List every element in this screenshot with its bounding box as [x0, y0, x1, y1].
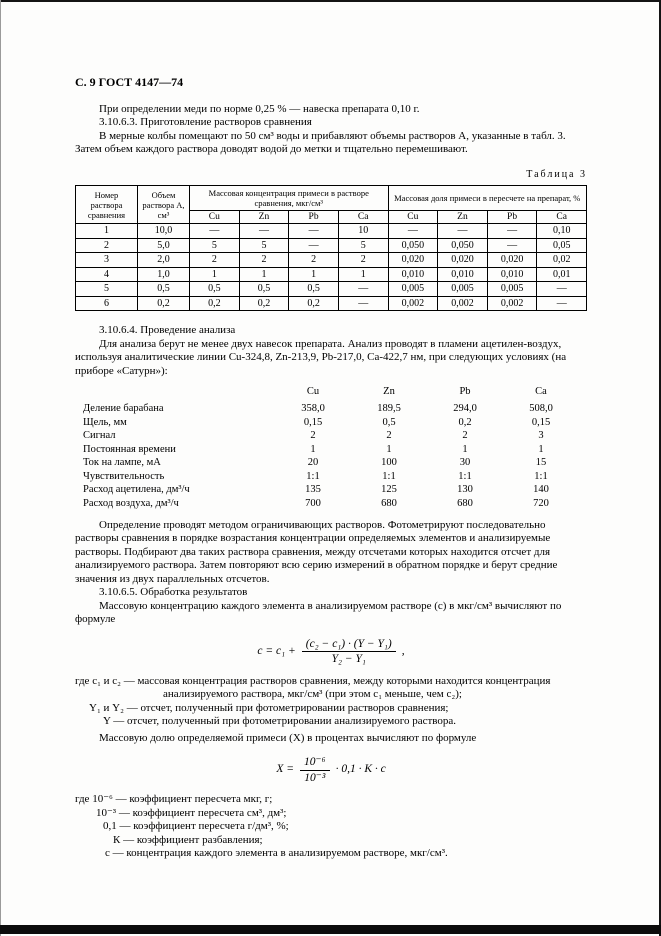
table-cell: 10 [338, 224, 388, 239]
formula-concentration [75, 638, 587, 666]
table-cell: — [438, 224, 488, 239]
table-cell: 0,5 [190, 282, 240, 297]
table3-body [76, 224, 587, 311]
table-cell: 20 [307, 457, 319, 468]
table-cell: 0,2 [458, 416, 472, 428]
table-cell: — [338, 282, 388, 297]
definitions-formula1 [75, 675, 587, 729]
table-cell: 2 [462, 430, 468, 441]
conditions-corner [83, 385, 275, 403]
table-cell: 2 [190, 253, 240, 268]
table-cell: 0,2 [289, 296, 339, 311]
table-cell: — [487, 224, 537, 239]
table-cell: 0,050 [438, 238, 488, 253]
table-row [76, 238, 587, 253]
table-cell: 680 [457, 497, 473, 509]
table-cell: 140 [533, 484, 549, 495]
table-row [76, 224, 587, 239]
table3-col-ca-frac: Ca [537, 211, 587, 224]
table-cell: 1 [462, 443, 468, 455]
definition-y1-y2: Y₁ и Y₂ — отсчет, полученный при фотометрировании растворов сравнения; [89, 701, 449, 714]
table-cell: — [289, 238, 339, 253]
table-row [76, 253, 587, 268]
table-cell: 1 [538, 443, 544, 455]
paragraph-method: Определение проводят методом ограничивающих растворов. Фотометрируют последовательно растворы сравнения в порядке возрастания концентрации определяемых элементов и анализируемые растворы. Подбирают два таких раствора сравнения, между отсчетами которых находится отсчет для анализируемого раствора. Затем повторяют всю серию измерений в обратном порядке и берут средние значения из двух параллельных отсчетов. [75, 518, 558, 585]
formula1-tail: , [401, 644, 405, 657]
definition-k: К — коэффициент разбавления; [113, 833, 263, 846]
formula-mass-fraction [75, 756, 587, 784]
table-cell: 294,0 [453, 403, 477, 414]
paragraph-copper-note: При определении меди по норме 0,25 % — навеска препарата 0,10 г. [99, 102, 420, 115]
table-cell: 1 [386, 443, 392, 455]
definition-0-1: 0,1 — коэффициент пересчета г/дм³, %; [103, 820, 289, 832]
definition-y: Y — отсчет, полученный при фотометрировании анализируемого раствора. [103, 715, 457, 727]
table-cell: 2,0 [138, 253, 190, 268]
paragraph-analysis: Для анализа берут не менее двух навесок препарата. Анализ проводят в пламени ацетилен-воздух, используя аналитические линии Cu-324,8, Zn-213,9, Pb-217,0, Ca-422,7 нм, при следующих условиях (на приборе «Сатурн»): [75, 337, 567, 377]
table-cell: 3 [76, 253, 138, 268]
table-cell: 1 [190, 267, 240, 282]
table-cell: 5 [76, 282, 138, 297]
table-cell: — [289, 224, 339, 239]
table3-header-row-groups [76, 186, 587, 211]
formula1-fraction [302, 638, 396, 666]
page-content [75, 76, 587, 861]
table-cell: 0,5 [382, 416, 396, 428]
table-cell: 1:1 [382, 470, 396, 482]
table-cell: 1 [76, 224, 138, 239]
table-cell: 0,002 [438, 296, 488, 311]
table-cell: Расход ацетилена, дм³/ч [83, 484, 190, 495]
conditions-header-row [83, 385, 579, 403]
table-cell: 15 [535, 457, 547, 468]
table-cell: 0,5 [239, 282, 289, 297]
table-cell: Щель, мм [83, 416, 127, 428]
table3-caption: Таблица 3 [526, 168, 587, 180]
table-cell: 0,10 [537, 224, 587, 239]
table-cell: 0,005 [388, 282, 438, 297]
table-cell: 1 [338, 267, 388, 282]
table-cell: 0,010 [388, 267, 438, 282]
table-row [83, 416, 579, 430]
table-cell: 5,0 [138, 238, 190, 253]
paragraph-formula1-intro: Массовую концентрацию каждого элемента в анализируемом растворе (с) в мкг/см³ вычисляют по формуле [75, 599, 562, 625]
formula1-lhs: с = с₁ + [257, 644, 296, 657]
table3-col-number: Номер раствора сравнения [76, 186, 138, 224]
table-cell: 1,0 [138, 267, 190, 282]
table-cell: 0,020 [487, 253, 537, 268]
table3-col-cu-conc: Cu [190, 211, 240, 224]
conditions-col-cu: Cu [306, 386, 320, 397]
table-cell: 0,15 [303, 416, 323, 428]
table-cell: 0,2 [239, 296, 289, 311]
paragraph-formula2-intro: Массовую долю определяемой примеси (Х) в процентах вычисляют по формуле [99, 731, 477, 744]
section-heading-3-10-6-4: 3.10.6.4. Проведение анализа [99, 324, 236, 336]
table-row [83, 470, 579, 484]
page-header: С. 9 ГОСТ 4147—74 [75, 75, 184, 89]
formula2-rhs: · 0,1 · К · с [335, 763, 386, 776]
conditions-table [83, 385, 579, 511]
table-cell: 0,050 [388, 238, 438, 253]
table-row [83, 443, 579, 457]
section-heading-3-10-6-3: 3.10.6.3. Приготовление растворов сравнения [99, 116, 312, 128]
definition-c: с — концентрация каждого элемента в анализируемом растворе, мкг/см³. [105, 847, 448, 859]
definition-10-6: где 10⁻⁶ — коэффициент пересчета мкг, г; [75, 793, 273, 805]
table-row [83, 403, 579, 417]
table-cell: — [338, 296, 388, 311]
conditions-col-zn: Zn [383, 386, 395, 397]
table3-col-pb-frac: Pb [487, 211, 537, 224]
table-cell: 0,02 [537, 253, 587, 268]
table-row [76, 267, 587, 282]
table-cell: — [537, 296, 587, 311]
table-cell: 0,15 [531, 416, 551, 428]
conditions-col-pb: Pb [459, 386, 471, 397]
conditions-header [83, 385, 579, 403]
table-cell: 135 [305, 484, 321, 495]
table-cell: 700 [305, 497, 321, 509]
table-row [83, 457, 579, 471]
table-cell: 0,005 [487, 282, 537, 297]
table3-header [76, 186, 587, 224]
table-cell: 4 [76, 267, 138, 282]
table-cell: 0,020 [438, 253, 488, 268]
conditions-col-ca: Ca [535, 386, 547, 397]
table-cell: 5 [190, 238, 240, 253]
formula2-denominator: 10⁻³ [304, 771, 326, 784]
table-cell: — [190, 224, 240, 239]
table-cell: 10,0 [138, 224, 190, 239]
table-cell: 30 [459, 457, 471, 468]
table-cell: 1 [310, 443, 316, 455]
table-cell: 508,0 [529, 403, 553, 414]
formula2-fraction [300, 756, 330, 784]
table-row [76, 296, 587, 311]
conditions-body [83, 403, 579, 511]
table-cell: 0,002 [487, 296, 537, 311]
table-cell: 130 [457, 484, 473, 495]
definition-10-3: 10⁻³ — коэффициент пересчета см³, дм³; [96, 806, 287, 819]
table-cell: 5 [338, 238, 388, 253]
table-row [83, 497, 579, 511]
table-cell: — [239, 224, 289, 239]
section-heading-3-10-6-5: 3.10.6.5. Обработка результатов [99, 586, 248, 598]
table-cell: 2 [239, 253, 289, 268]
table3-col-cu-frac: Cu [388, 211, 438, 224]
table-cell: 1:1 [458, 470, 472, 482]
table-cell: 6 [76, 296, 138, 311]
table-cell: — [487, 238, 537, 253]
scan-edge-bottom [0, 925, 661, 934]
table-cell: 0,2 [190, 296, 240, 311]
table-cell: 680 [381, 497, 397, 509]
definition-c1-c2: где с₁ и с₂ — массовая концентрация растворов сравнения, между которыми находится концентрация анализируемого раствора, мкг/см³ (при этом с₁ меньше, чем с₂); [75, 674, 551, 700]
table3-col-zn-conc: Zn [239, 211, 289, 224]
table-cell: 2 [386, 430, 392, 441]
table3-col-pb-conc: Pb [289, 211, 339, 224]
formula1-denominator: Y₂ − Y₁ [331, 653, 366, 665]
table-cell: 189,5 [377, 403, 401, 414]
table-cell: 2 [76, 238, 138, 253]
table-cell: Постоянная времени [83, 443, 176, 455]
table-cell: 1 [239, 267, 289, 282]
table-cell: 1 [289, 267, 339, 282]
table-row [83, 430, 579, 444]
table-cell: 125 [381, 484, 397, 495]
table3-col-volume: Объем раствора А, см³ [138, 186, 190, 224]
table-cell: Деление барабана [83, 403, 164, 414]
table-cell: — [537, 282, 587, 297]
formula2-numerator: 10⁻⁶ [300, 756, 330, 771]
table3-group-fraction: Массовая доля примеси в пересчете на препарат, % [388, 186, 587, 211]
table-cell: Расход воздуха, дм³/ч [83, 497, 179, 509]
scan-edge-left [0, 0, 1, 936]
table-cell: 100 [381, 457, 397, 468]
table-cell: Сигнал [83, 430, 116, 441]
table-cell: 0,5 [289, 282, 339, 297]
table-cell: Чувствительность [83, 470, 165, 482]
table3 [75, 185, 587, 311]
table-cell: 0,2 [138, 296, 190, 311]
table-cell: 2 [289, 253, 339, 268]
table-cell: 0,020 [388, 253, 438, 268]
table-cell: 1:1 [534, 470, 548, 482]
table-cell: 2 [338, 253, 388, 268]
table3-group-concentration: Массовая концентрация примеси в растворе сравнения, мкг/см³ [190, 186, 389, 211]
table-cell: 0,010 [487, 267, 537, 282]
formula2-lhs: X = [276, 763, 294, 776]
table3-col-zn-frac: Zn [438, 211, 488, 224]
table-cell: Ток на лампе, мА [83, 457, 161, 468]
table-row [76, 282, 587, 297]
table-cell: 1:1 [306, 470, 320, 482]
table-cell: 5 [239, 238, 289, 253]
table-cell: 0,010 [438, 267, 488, 282]
table-cell: 0,5 [138, 282, 190, 297]
table-cell: 2 [310, 430, 316, 441]
table-cell: 358,0 [301, 403, 325, 414]
table-cell: 0,01 [537, 267, 587, 282]
table-cell: 0,002 [388, 296, 438, 311]
table-row [83, 484, 579, 498]
table-cell: 0,005 [438, 282, 488, 297]
table-cell: 0,05 [537, 238, 587, 253]
definitions-formula2 [75, 793, 587, 861]
formula1-numerator: (с₂ − с₁) · (Y − Y₁) [302, 638, 396, 653]
table-cell: 720 [533, 497, 549, 509]
table-cell: 3 [538, 430, 544, 441]
table3-col-ca-conc: Ca [338, 211, 388, 224]
scan-edge-top [0, 0, 661, 2]
paragraph-flasks: В мерные колбы помещают по 50 см³ воды и прибавляют объемы растворов А, указанные в табл. 3. Затем объем каждого раствора доводят водой до метки и тщательно перемешивают. [75, 129, 566, 155]
table-cell: — [388, 224, 438, 239]
